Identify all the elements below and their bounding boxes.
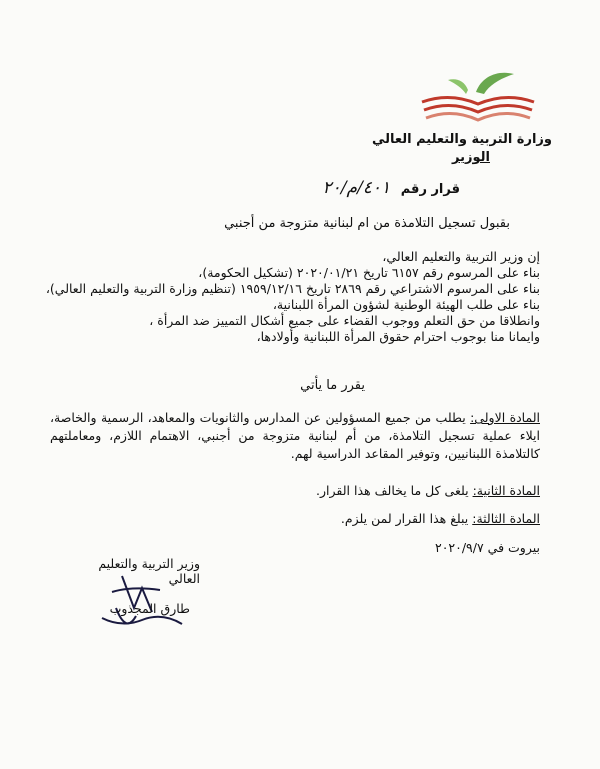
article-1 (50, 409, 540, 463)
signatory-name: طارق المجذوب (109, 601, 190, 616)
preamble-line: إن وزير التربية والتعليم العالي، (382, 249, 540, 264)
preamble-line: وايمانا منا بوجوب احترام حقوق المرأة اللبنانية وأولادها، (256, 329, 540, 344)
logo-book-line-2 (424, 105, 532, 112)
preamble-line: بناء على المرسوم الاشتراعي رقم ٢٨٦٩ تاريخ ١٩٥٩/١٢/١٦ (تنظيم وزارة التربية والتعليم العالي)، (45, 281, 540, 296)
article-label: المادة الثالثة: (472, 511, 540, 526)
article-text: يلغى كل ما يخالف هذا القرار. (316, 483, 473, 498)
minister-heading: الوزير (452, 150, 490, 165)
article-2 (50, 482, 540, 500)
logo-book-line-3 (426, 113, 530, 120)
article-3 (50, 510, 540, 528)
article-label: المادة الثانية: (472, 483, 540, 498)
decision-label: قرار رقم (400, 182, 460, 197)
preamble-line: وانطلاقا من حق التعلم ووجوب القضاء على جميع أشكال التمييز ضد المرأة ، (149, 313, 540, 328)
logo-leaf (476, 73, 514, 94)
article-label: المادة الاولى: (470, 410, 540, 425)
decision-number (323, 178, 460, 198)
decision-number-handwritten: ٤٠١/م/٢٠ (322, 178, 391, 198)
decision-subject: بقبول تسجيل التلامذة من ام لبنانية متزوجة من أجنبي (224, 216, 510, 231)
preamble (45, 249, 540, 345)
preamble-line: بناء على المرسوم رقم ٦١٥٧ تاريخ ٢٠٢٠/٠١/٢١ (تشكيل الحكومة)، (198, 265, 540, 280)
logo-book-line-1 (422, 97, 534, 104)
date-line: بيروت في ٢٠٢٠/٩/٧ (434, 540, 540, 555)
article-text: يبلغ هذا القرار لمن يلزم. (340, 511, 473, 526)
logo-leaf-small (448, 79, 468, 94)
signatory-title: وزير التربية والتعليم العالي (98, 556, 200, 586)
ministry-logo (418, 64, 538, 126)
preamble-line: بناء على طلب الهيئة الوطنية لشؤون المرأة اللبنانية، (272, 297, 540, 312)
ministry-name: وزارة التربية والتعليم العالي (371, 132, 552, 147)
article-text: يطلب من جميع المسؤولين عن المدارس والثانويات والمعاهد، الرسمية والخاصة، ايلاء عملية تسجيل التلامذة، من أم لبنانية متزوجة من أجنبي، الاهتمام اللازم، ومعاملتهم كالتلامذة اللبنانيين، وتوفير المقاعد الدراسية لهم. (50, 410, 540, 461)
decides-heading: يقرر ما يأتي (300, 378, 365, 393)
